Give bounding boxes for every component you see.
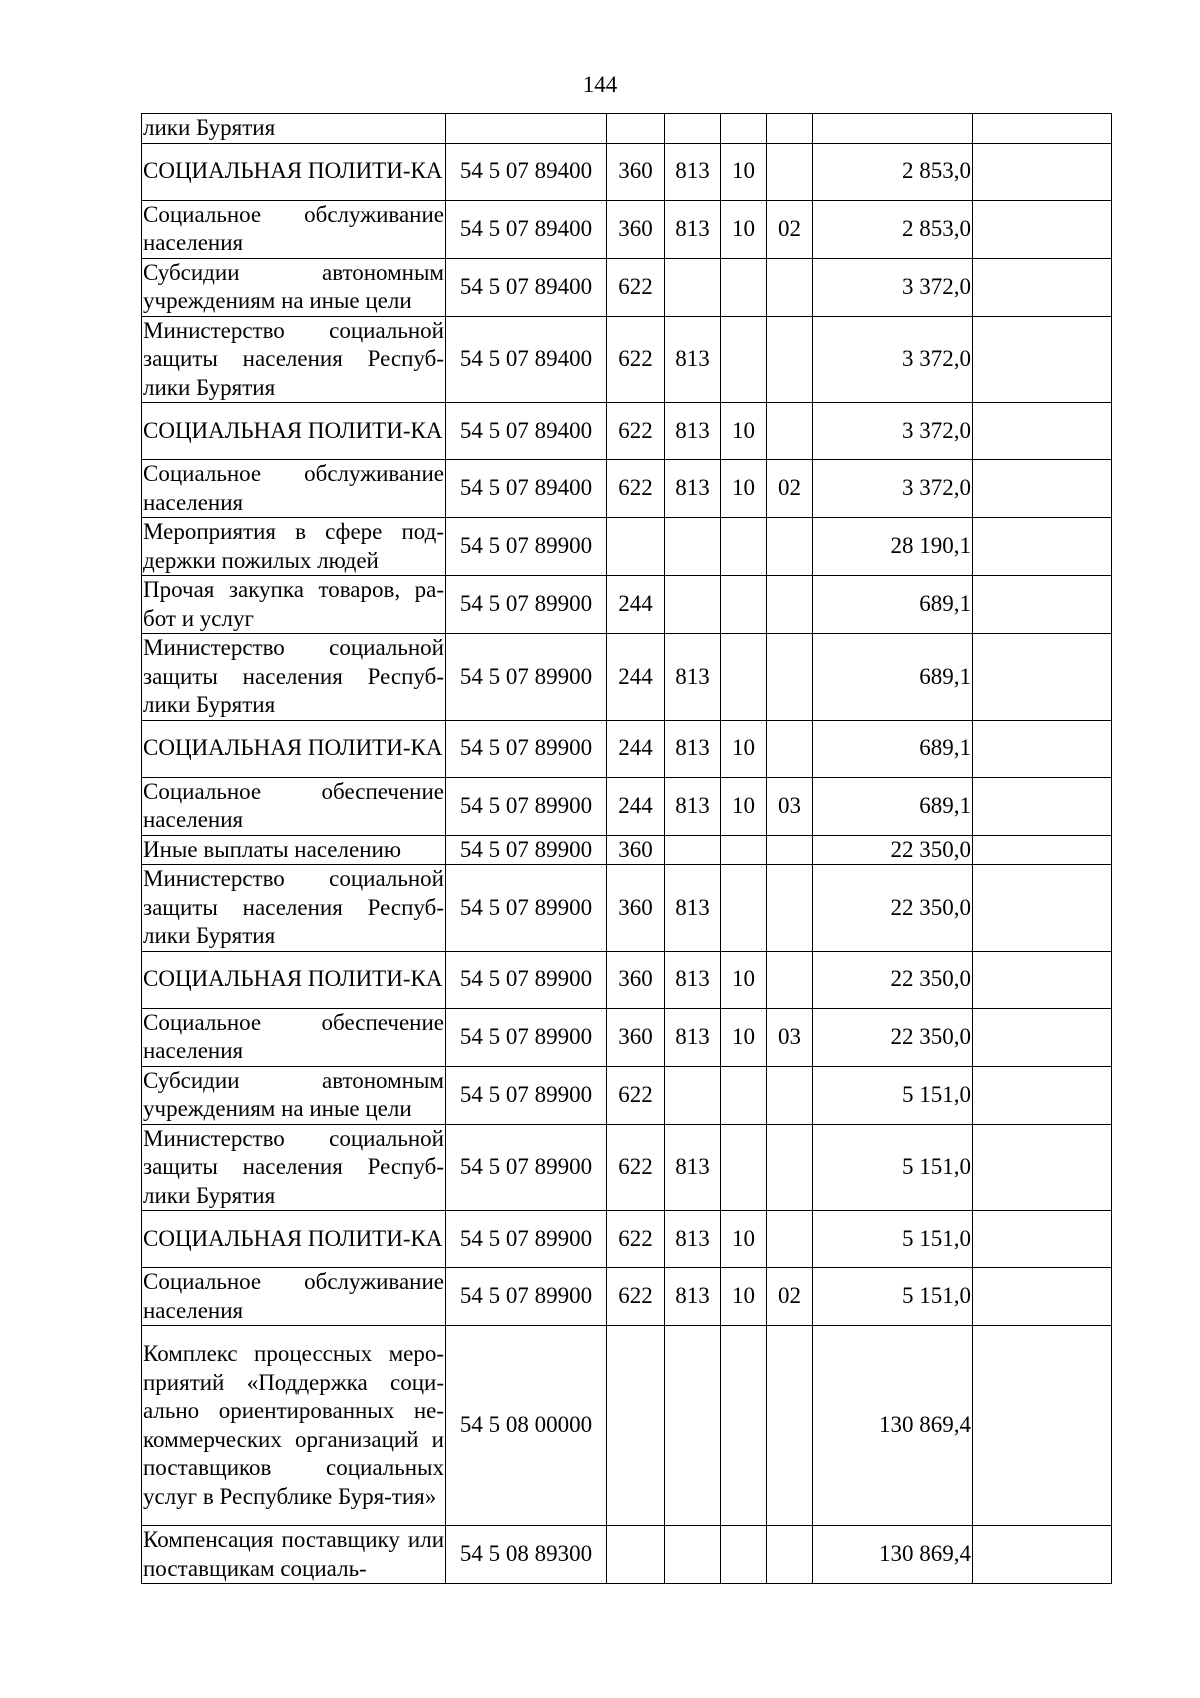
cell-section: 10 (721, 200, 767, 258)
cell-target-article: 54 5 07 89900 (446, 1211, 607, 1268)
cell-target-article: 54 5 07 89400 (446, 460, 607, 518)
table-row (142, 200, 1112, 258)
cell-amount: 22 350,0 (813, 1008, 973, 1066)
cell-empty (973, 720, 1112, 777)
cell-expense-type: 244 (607, 777, 665, 835)
cell-empty (973, 1066, 1112, 1124)
cell-name: Мероприятия в сфере под-держки пожилых людей (142, 518, 446, 576)
cell-administrator (665, 1526, 721, 1584)
cell-section: 10 (721, 1268, 767, 1326)
cell-expense-type: 360 (607, 835, 665, 865)
cell-empty (973, 143, 1112, 200)
cell-name: Социальное обслуживание населения (142, 1268, 446, 1326)
cell-section: 10 (721, 720, 767, 777)
cell-subsection (767, 951, 813, 1008)
cell-empty (973, 200, 1112, 258)
cell-name: Субсидии автономным учреждениям на иные цели (142, 1066, 446, 1124)
cell-empty (973, 865, 1112, 952)
table-row (142, 1326, 1112, 1526)
cell-empty (973, 114, 1112, 144)
cell-subsection (767, 258, 813, 316)
cell-subsection (767, 316, 813, 403)
cell-subsection: 03 (767, 777, 813, 835)
cell-section (721, 865, 767, 952)
cell-name: Иные выплаты населению (142, 835, 446, 865)
cell-administrator: 813 (665, 1211, 721, 1268)
cell-name: СОЦИАЛЬНАЯ ПОЛИТИ-КА (142, 403, 446, 460)
table-row (142, 1268, 1112, 1326)
cell-section: 10 (721, 777, 767, 835)
cell-empty (973, 634, 1112, 721)
cell-section: 10 (721, 460, 767, 518)
cell-section (721, 1526, 767, 1584)
table-row (142, 258, 1112, 316)
cell-empty (973, 1268, 1112, 1326)
cell-amount: 689,1 (813, 777, 973, 835)
cell-amount: 5 151,0 (813, 1211, 973, 1268)
table-row (142, 835, 1112, 865)
cell-target-article: 54 5 08 00000 (446, 1326, 607, 1526)
cell-administrator: 813 (665, 316, 721, 403)
cell-target-article: 54 5 07 89900 (446, 951, 607, 1008)
cell-name: Социальное обслуживание населения (142, 200, 446, 258)
cell-target-article: 54 5 07 89900 (446, 1008, 607, 1066)
cell-section (721, 1066, 767, 1124)
cell-section: 10 (721, 143, 767, 200)
cell-target-article: 54 5 07 89900 (446, 1268, 607, 1326)
cell-empty (973, 316, 1112, 403)
cell-expense-type: 360 (607, 143, 665, 200)
cell-name: Субсидии автономным учреждениям на иные цели (142, 258, 446, 316)
cell-subsection (767, 835, 813, 865)
cell-target-article: 54 5 08 89300 (446, 1526, 607, 1584)
cell-administrator (665, 835, 721, 865)
table-row (142, 518, 1112, 576)
cell-subsection: 02 (767, 1268, 813, 1326)
cell-subsection (767, 865, 813, 952)
cell-expense-type: 622 (607, 258, 665, 316)
table-row (142, 634, 1112, 721)
cell-subsection (767, 720, 813, 777)
cell-administrator: 813 (665, 1124, 721, 1211)
cell-expense-type: 244 (607, 576, 665, 634)
cell-amount: 130 869,4 (813, 1526, 973, 1584)
cell-target-article: 54 5 07 89900 (446, 720, 607, 777)
table-row (142, 1211, 1112, 1268)
cell-administrator (665, 576, 721, 634)
cell-amount (813, 114, 973, 144)
cell-section: 10 (721, 951, 767, 1008)
cell-empty (973, 1008, 1112, 1066)
cell-empty (973, 1211, 1112, 1268)
cell-target-article: 54 5 07 89400 (446, 316, 607, 403)
cell-administrator: 813 (665, 460, 721, 518)
cell-section (721, 835, 767, 865)
cell-expense-type: 622 (607, 1211, 665, 1268)
cell-administrator: 813 (665, 143, 721, 200)
cell-target-article: 54 5 07 89400 (446, 143, 607, 200)
table-row (142, 1008, 1112, 1066)
cell-administrator: 813 (665, 777, 721, 835)
cell-target-article: 54 5 07 89400 (446, 403, 607, 460)
cell-target-article: 54 5 07 89400 (446, 258, 607, 316)
table-row (142, 1124, 1112, 1211)
cell-administrator: 813 (665, 634, 721, 721)
cell-expense-type: 622 (607, 1066, 665, 1124)
cell-name: СОЦИАЛЬНАЯ ПОЛИТИ-КА (142, 143, 446, 200)
cell-empty (973, 1326, 1112, 1526)
cell-administrator (665, 114, 721, 144)
table-row (142, 143, 1112, 200)
cell-target-article: 54 5 07 89900 (446, 835, 607, 865)
cell-expense-type: 244 (607, 720, 665, 777)
table-row (142, 1526, 1112, 1584)
cell-section: 10 (721, 1008, 767, 1066)
cell-empty (973, 835, 1112, 865)
cell-target-article: 54 5 07 89900 (446, 634, 607, 721)
cell-section: 10 (721, 1211, 767, 1268)
cell-administrator: 813 (665, 951, 721, 1008)
table-row (142, 403, 1112, 460)
cell-section (721, 576, 767, 634)
cell-section: 10 (721, 403, 767, 460)
cell-amount: 2 853,0 (813, 200, 973, 258)
cell-subsection (767, 1066, 813, 1124)
cell-target-article: 54 5 07 89900 (446, 1124, 607, 1211)
cell-subsection (767, 403, 813, 460)
cell-subsection (767, 576, 813, 634)
cell-section (721, 518, 767, 576)
cell-subsection (767, 634, 813, 721)
cell-section (721, 1326, 767, 1526)
cell-amount: 22 350,0 (813, 865, 973, 952)
cell-amount: 22 350,0 (813, 835, 973, 865)
cell-administrator: 813 (665, 865, 721, 952)
table-row (142, 460, 1112, 518)
table-row (142, 865, 1112, 952)
cell-subsection (767, 143, 813, 200)
table-row (142, 951, 1112, 1008)
cell-expense-type (607, 114, 665, 144)
table-body (142, 114, 1112, 1584)
cell-expense-type (607, 1326, 665, 1526)
cell-name: СОЦИАЛЬНАЯ ПОЛИТИ-КА (142, 720, 446, 777)
cell-amount: 3 372,0 (813, 258, 973, 316)
cell-empty (973, 1124, 1112, 1211)
cell-target-article: 54 5 07 89900 (446, 576, 607, 634)
cell-expense-type: 360 (607, 1008, 665, 1066)
cell-subsection: 03 (767, 1008, 813, 1066)
cell-amount: 5 151,0 (813, 1124, 973, 1211)
cell-section (721, 1124, 767, 1211)
cell-name: Социальное обеспечение населения (142, 1008, 446, 1066)
cell-subsection (767, 1526, 813, 1584)
cell-expense-type: 622 (607, 403, 665, 460)
cell-amount: 689,1 (813, 576, 973, 634)
cell-administrator: 813 (665, 1268, 721, 1326)
cell-administrator: 813 (665, 720, 721, 777)
cell-amount: 689,1 (813, 720, 973, 777)
cell-expense-type: 244 (607, 634, 665, 721)
cell-expense-type (607, 1526, 665, 1584)
table-row (142, 576, 1112, 634)
cell-amount: 689,1 (813, 634, 973, 721)
cell-name: Социальное обслуживание населения (142, 460, 446, 518)
cell-name: СОЦИАЛЬНАЯ ПОЛИТИ-КА (142, 951, 446, 1008)
budget-table (141, 113, 1112, 1584)
cell-expense-type: 622 (607, 1268, 665, 1326)
cell-administrator: 813 (665, 1008, 721, 1066)
cell-expense-type: 622 (607, 1124, 665, 1211)
cell-administrator: 813 (665, 403, 721, 460)
cell-empty (973, 518, 1112, 576)
cell-amount: 28 190,1 (813, 518, 973, 576)
cell-subsection (767, 1326, 813, 1526)
cell-empty (973, 576, 1112, 634)
table-row (142, 720, 1112, 777)
cell-expense-type: 622 (607, 460, 665, 518)
cell-name: Прочая закупка товаров, ра-бот и услуг (142, 576, 446, 634)
table-row (142, 114, 1112, 144)
cell-name: СОЦИАЛЬНАЯ ПОЛИТИ-КА (142, 1211, 446, 1268)
cell-name: Комплекс процессных меро-приятий «Поддержка соци-ально ориентированных не-коммерческих организаций и поставщиков социальных услуг в Республике Буря-тия» (142, 1326, 446, 1526)
cell-amount: 22 350,0 (813, 951, 973, 1008)
cell-administrator (665, 1066, 721, 1124)
cell-amount: 3 372,0 (813, 316, 973, 403)
cell-subsection (767, 518, 813, 576)
cell-amount: 3 372,0 (813, 460, 973, 518)
cell-target-article: 54 5 07 89900 (446, 1066, 607, 1124)
cell-target-article: 54 5 07 89900 (446, 518, 607, 576)
cell-empty (973, 777, 1112, 835)
cell-empty (973, 403, 1112, 460)
cell-empty (973, 460, 1112, 518)
cell-name: Министерство социальной защиты населения Респуб-лики Бурятия (142, 634, 446, 721)
cell-name: Министерство социальной защиты населения Респуб-лики Бурятия (142, 1124, 446, 1211)
cell-expense-type: 360 (607, 865, 665, 952)
cell-administrator (665, 258, 721, 316)
cell-expense-type: 622 (607, 316, 665, 403)
cell-subsection (767, 1124, 813, 1211)
cell-target-article: 54 5 07 89400 (446, 200, 607, 258)
cell-section (721, 634, 767, 721)
cell-section (721, 114, 767, 144)
cell-subsection (767, 1211, 813, 1268)
cell-section (721, 316, 767, 403)
cell-administrator (665, 518, 721, 576)
cell-name: Министерство социальной защиты населения Респуб-лики Бурятия (142, 316, 446, 403)
cell-empty (973, 951, 1112, 1008)
table-row (142, 316, 1112, 403)
cell-administrator (665, 1326, 721, 1526)
cell-subsection: 02 (767, 200, 813, 258)
cell-expense-type: 360 (607, 200, 665, 258)
cell-target-article: 54 5 07 89900 (446, 865, 607, 952)
cell-subsection (767, 114, 813, 144)
cell-target-article (446, 114, 607, 144)
cell-amount: 2 853,0 (813, 143, 973, 200)
cell-empty (973, 1526, 1112, 1584)
cell-expense-type: 360 (607, 951, 665, 1008)
table-row (142, 777, 1112, 835)
cell-target-article: 54 5 07 89900 (446, 777, 607, 835)
cell-name: лики Бурятия (142, 114, 446, 144)
page-number: 144 (582, 72, 618, 97)
cell-administrator: 813 (665, 200, 721, 258)
cell-amount: 5 151,0 (813, 1066, 973, 1124)
cell-name: Компенсация поставщику или поставщикам социаль- (142, 1526, 446, 1584)
cell-empty (973, 258, 1112, 316)
cell-expense-type (607, 518, 665, 576)
cell-amount: 130 869,4 (813, 1326, 973, 1526)
cell-amount: 5 151,0 (813, 1268, 973, 1326)
cell-amount: 3 372,0 (813, 403, 973, 460)
table-row (142, 1066, 1112, 1124)
cell-subsection: 02 (767, 460, 813, 518)
cell-name: Министерство социальной защиты населения Респуб-лики Бурятия (142, 865, 446, 952)
cell-name: Социальное обеспечение населения (142, 777, 446, 835)
cell-section (721, 258, 767, 316)
